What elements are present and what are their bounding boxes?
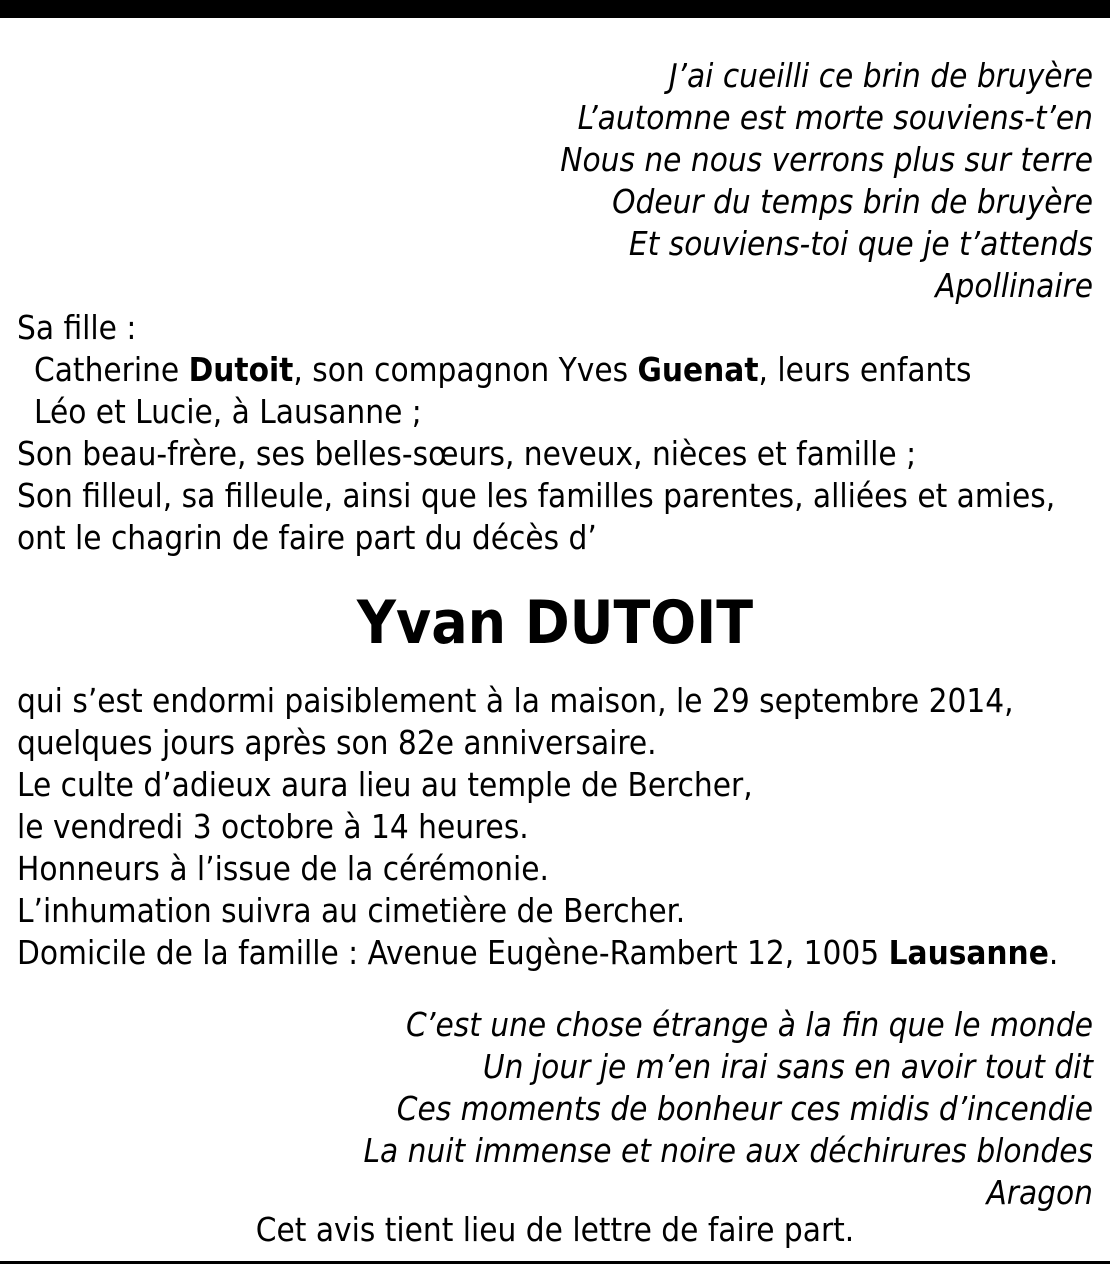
surname-dutoit: Dutoit bbox=[188, 350, 294, 389]
poem2-line: C’est une chose étrange à la fin que le monde bbox=[406, 1005, 1093, 1044]
poem2-line: Ces moments de bonheur ces midis d’incendie bbox=[396, 1089, 1093, 1128]
domicile-address: Domicile de la famille : Avenue Eugène-Rambert 12, 1005 bbox=[17, 933, 889, 972]
detail-line: qui s’est endormi paisiblement à la maison, le 29 septembre 2014, bbox=[17, 681, 1014, 720]
daughter-heading: Sa fille : bbox=[17, 308, 137, 347]
poem1-author: Apollinaire bbox=[935, 266, 1093, 305]
top-border-rule bbox=[0, 0, 1110, 18]
family-text: Catherine bbox=[34, 350, 189, 389]
domicile-line bbox=[17, 932, 1058, 974]
family-line-5: ont le chagrin de faire part du décès d’ bbox=[17, 518, 597, 557]
domicile-city: Lausanne bbox=[888, 933, 1049, 972]
detail-line: quelques jours après son 82e anniversaire. bbox=[17, 723, 657, 762]
family-text: , son compagnon Yves bbox=[293, 350, 638, 389]
surname-guenat: Guenat bbox=[637, 350, 759, 389]
poem1-line: Et souviens-toi que je t’attends bbox=[628, 224, 1093, 263]
detail-line: Honneurs à l’issue de la cérémonie. bbox=[17, 849, 549, 888]
poem1-line: L’automne est morte souviens-t’en bbox=[577, 98, 1093, 137]
family-line-1 bbox=[34, 349, 971, 391]
family-text: , leurs enfants bbox=[758, 350, 972, 389]
deceased-name: Yvan DUTOIT bbox=[356, 588, 754, 658]
detail-line: Le culte d’adieux aura lieu au temple de Bercher, bbox=[17, 765, 753, 804]
detail-line: L’inhumation suivra au cimetière de Bercher. bbox=[17, 891, 686, 930]
family-line-2: Léo et Lucie, à Lausanne ; bbox=[34, 392, 422, 431]
family-line-3: Son beau-frère, ses belles-sœurs, neveux, nièces et famille ; bbox=[17, 434, 917, 473]
detail-line: le vendredi 3 octobre à 14 heures. bbox=[17, 807, 529, 846]
poem1-line: Nous ne nous verrons plus sur terre bbox=[560, 140, 1093, 179]
poem1-line: Odeur du temps brin de bruyère bbox=[612, 182, 1093, 221]
closing-note: Cet avis tient lieu de lettre de faire part. bbox=[255, 1210, 855, 1249]
poem2-line: Un jour je m’en irai sans en avoir tout dit bbox=[482, 1047, 1093, 1086]
poem1-line: J’ai cueilli ce brin de bruyère bbox=[668, 56, 1093, 95]
domicile-suffix: . bbox=[1048, 933, 1059, 972]
poem2-line: La nuit immense et noire aux déchirures blondes bbox=[363, 1131, 1093, 1170]
family-line-4: Son filleul, sa filleule, ainsi que les familles parentes, alliées et amies, bbox=[17, 476, 1056, 515]
bottom-border-rule bbox=[0, 1261, 1110, 1264]
poem2-author: Aragon bbox=[986, 1173, 1093, 1212]
